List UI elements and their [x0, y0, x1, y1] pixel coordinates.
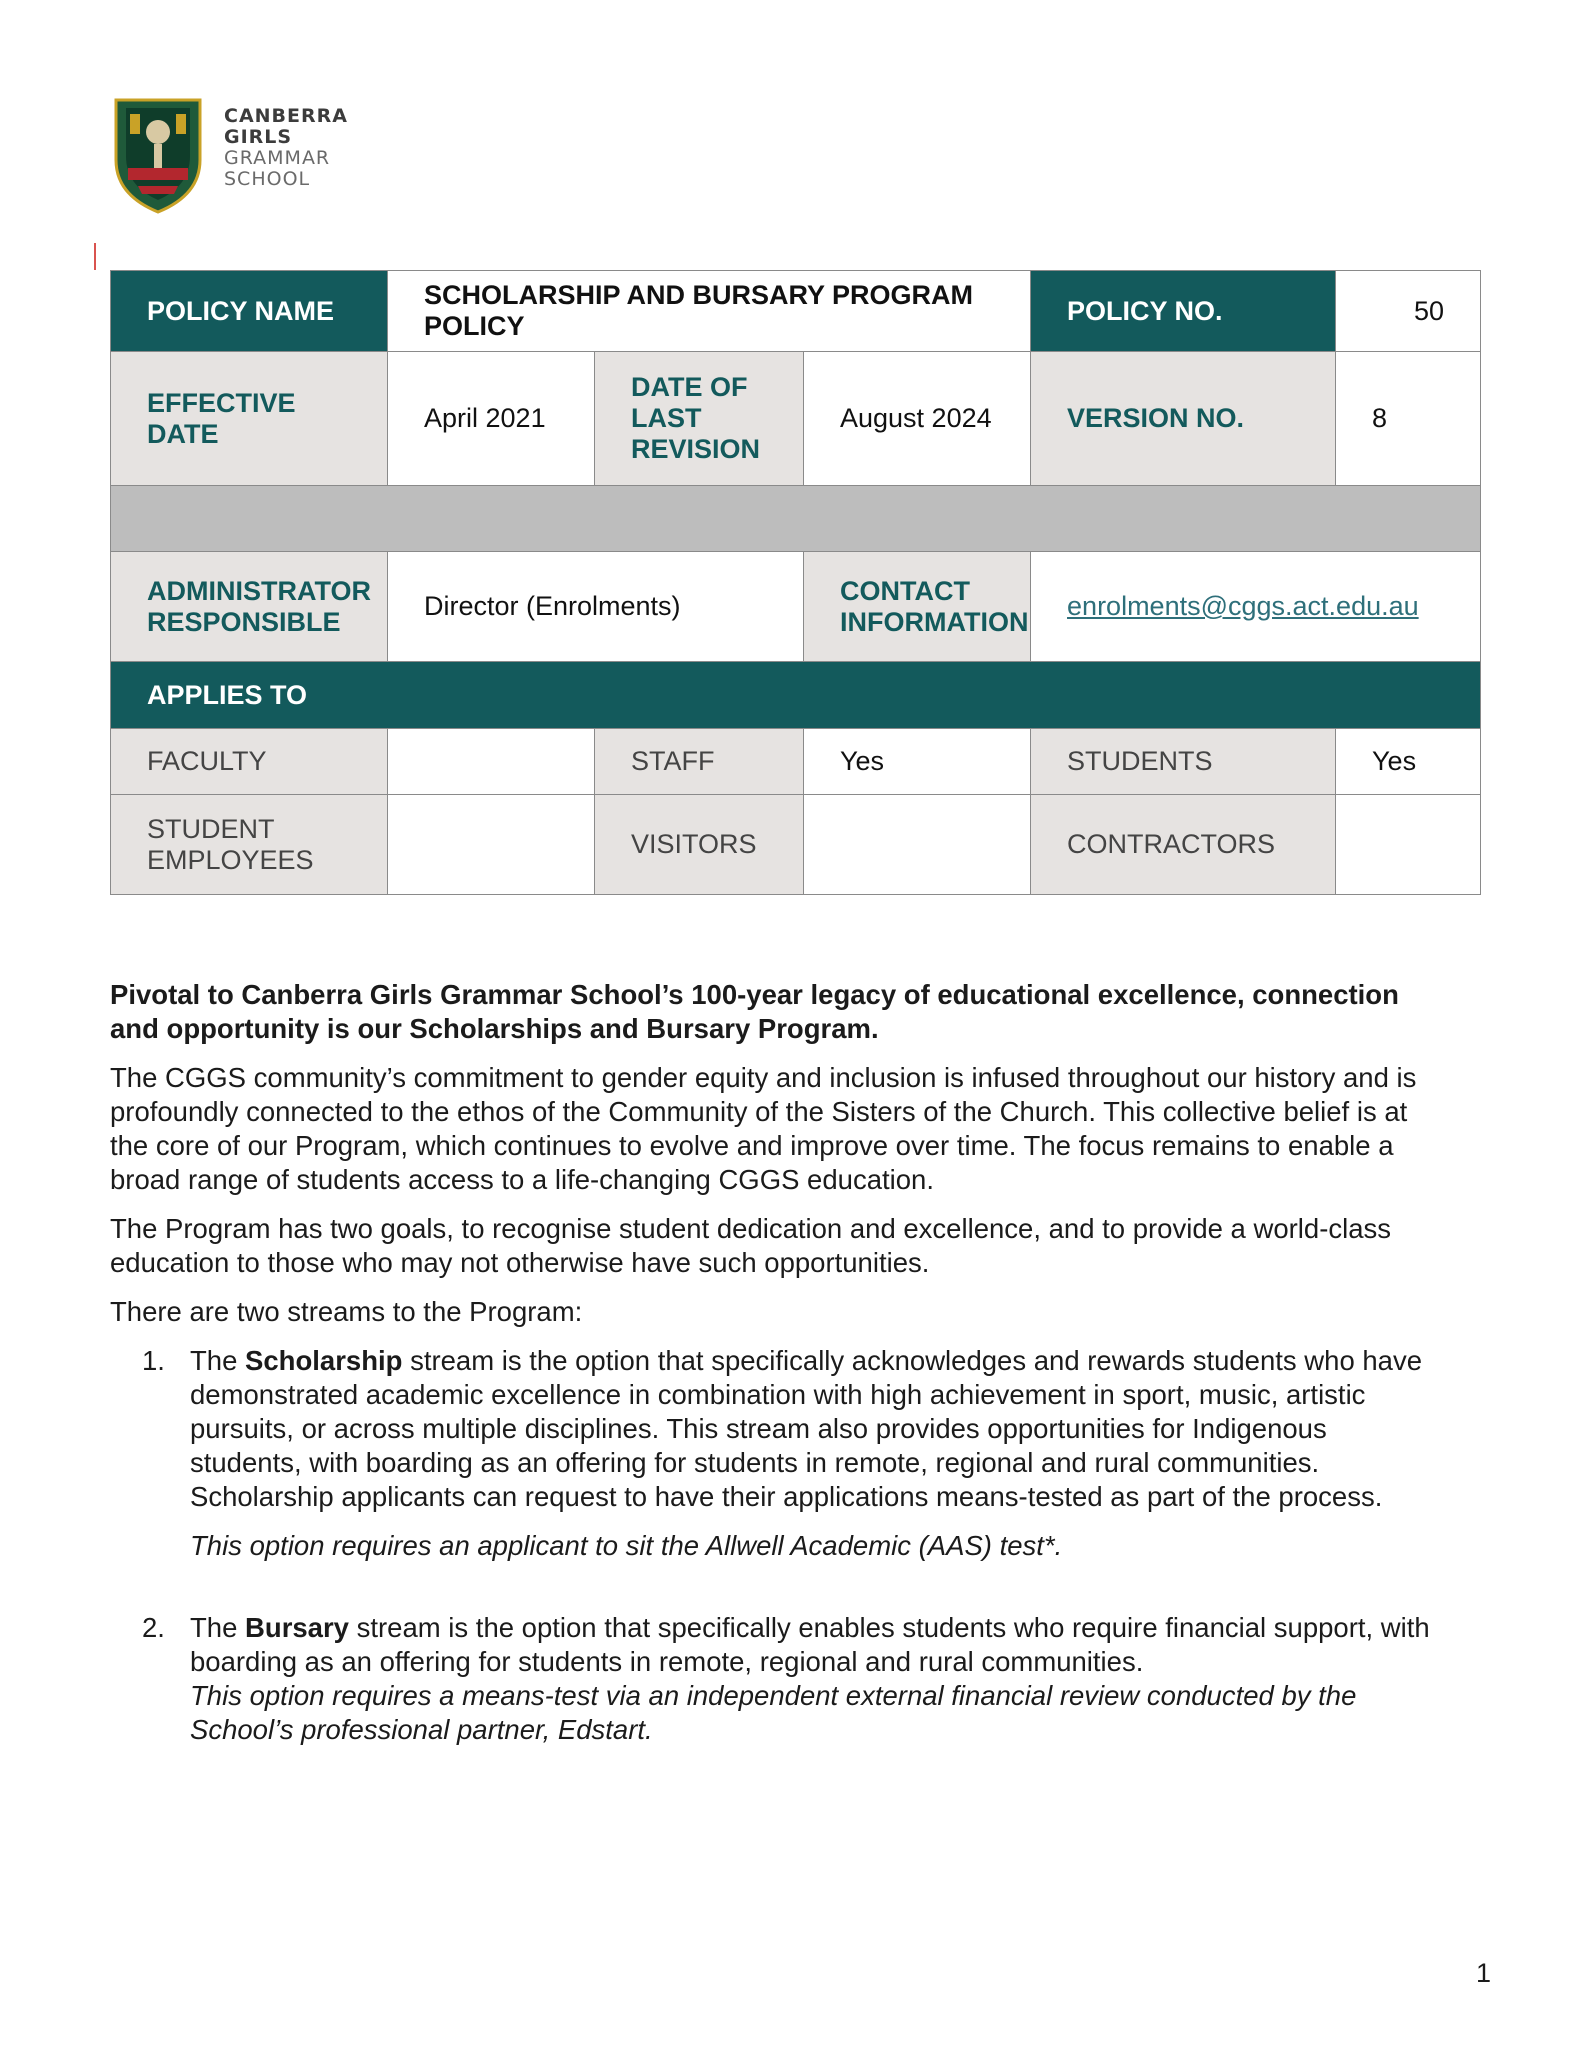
- visitors-value: [804, 795, 1031, 895]
- text-run: stream is the option that specifically enables students who require financial support, with boarding as an offering for students in remote, regional and rural communities.: [190, 1612, 1430, 1677]
- policy-name-label: POLICY NAME: [111, 271, 388, 352]
- policy-body: [110, 978, 1440, 1762]
- list-item-note: Scholarship applicants can request to have their applications means-tested as part of the process.: [190, 1481, 1383, 1512]
- administrator-label: [111, 552, 388, 662]
- students-value: Yes: [1336, 729, 1481, 795]
- staff-value: Yes: [804, 729, 1031, 795]
- school-logo: [108, 90, 348, 220]
- paragraph: The CGGS community’s commitment to gender equity and inclusion is infused throughout our history and is profoundly connected to the ethos of the Community of the Sisters of the Church. This collective belief is at the core of our Program, which continues to evolve and improve over time. The focus remains to enable a broad range of students access to a life-changing CGGS education.: [110, 1062, 1417, 1195]
- table-row: [111, 486, 1481, 552]
- text-cursor-mark: [94, 243, 96, 270]
- table-row: [111, 552, 1481, 662]
- student-employees-label-line: STUDENT: [147, 813, 275, 844]
- last-revision-label-line: REVISION: [631, 434, 761, 464]
- contact-label-line: CONTACT: [840, 575, 970, 606]
- stream-term: Scholarship: [245, 1345, 403, 1376]
- student-employees-label-line: EMPLOYEES: [147, 844, 314, 875]
- table-row: [111, 729, 1481, 795]
- administrator-label-line: RESPONSIBLE: [147, 606, 341, 637]
- effective-date-value: April 2021: [388, 352, 595, 486]
- contractors-label: CONTRACTORS: [1031, 795, 1336, 895]
- administrator-label-line: ADMINISTRATOR: [147, 575, 371, 606]
- visitors-label: VISITORS: [595, 795, 804, 895]
- table-row: [111, 352, 1481, 486]
- text-run: The: [190, 1612, 246, 1643]
- list-item: [110, 1344, 1440, 1563]
- effective-date-label: EFFECTIVE DATE: [111, 352, 388, 486]
- list-number: 2.: [142, 1612, 165, 1643]
- list-item-text: [190, 1611, 1440, 1679]
- table-row: [111, 271, 1481, 352]
- student-employees-value: [388, 795, 595, 895]
- list-item-requirement: This option requires a means-test via an independent external financial review conducted by the School’s professional partner, Edstart.: [190, 1680, 1357, 1745]
- last-revision-label-line: LAST: [631, 403, 702, 433]
- streams-list: [110, 1344, 1440, 1747]
- text-run: The: [190, 1345, 246, 1376]
- table-row: [111, 662, 1481, 729]
- last-revision-label-line: DATE OF: [631, 372, 748, 402]
- list-item-requirement: This option requires an applicant to sit the Allwell Academic (AAS) test*.: [190, 1530, 1063, 1561]
- school-crest-icon: [108, 90, 208, 214]
- policy-no-value: 50: [1336, 271, 1481, 352]
- faculty-label: FACULTY: [111, 729, 388, 795]
- spacer-row: [111, 486, 1481, 552]
- school-name: [224, 106, 348, 190]
- contact-label: [804, 552, 1031, 662]
- text-run: stream is the option that specifically acknowledges and rewards students who have demonstrated academic excellence in combination with high achievement in sport, music, artistic pursuits, or across multiple disciplines. This stream also provides opportunities for Indigenous students, with boarding as an offering for students in remote, regional and rural communities.: [190, 1345, 1423, 1478]
- paragraph: There are two streams to the Program:: [110, 1296, 583, 1327]
- table-row: [111, 795, 1481, 895]
- applies-to-heading: APPLIES TO: [111, 662, 1481, 729]
- last-revision-label: [595, 352, 804, 486]
- student-employees-label: [111, 795, 388, 895]
- policy-name-value: SCHOLARSHIP AND BURSARY PROGRAM POLICY: [388, 271, 1031, 352]
- stream-term: Bursary: [245, 1612, 349, 1643]
- policy-no-label: POLICY NO.: [1031, 271, 1336, 352]
- version-no-label: VERSION NO.: [1031, 352, 1336, 486]
- list-number: 1.: [142, 1345, 165, 1376]
- last-revision-value: August 2024: [804, 352, 1031, 486]
- administrator-value: Director (Enrolments): [388, 552, 804, 662]
- logo-line-3: GRAMMAR: [224, 147, 331, 169]
- logo-line-4: SCHOOL: [224, 168, 311, 190]
- logo-line-2: GIRLS: [224, 126, 293, 148]
- students-label: STUDENTS: [1031, 729, 1336, 795]
- page-number: 1: [1476, 1958, 1492, 1988]
- version-no-value: 8: [1336, 352, 1481, 486]
- contact-email-link[interactable]: enrolments@cggs.act.edu.au: [1067, 591, 1419, 621]
- lead-paragraph: Pivotal to Canberra Girls Grammar School’s 100-year legacy of educational excellence, connection and opportunity is our Scholarships and Bursary Program.: [110, 979, 1399, 1044]
- faculty-value: [388, 729, 595, 795]
- list-item-text: [190, 1344, 1440, 1480]
- staff-label: STAFF: [595, 729, 804, 795]
- policy-info-table: [110, 270, 1481, 895]
- contact-value: [1031, 552, 1481, 662]
- contractors-value: [1336, 795, 1481, 895]
- contact-label-line: INFORMATION: [840, 606, 1029, 637]
- list-item: [110, 1611, 1440, 1747]
- paragraph: The Program has two goals, to recognise student dedication and excellence, and to provide a world-class education to those who may not otherwise have such opportunities.: [110, 1213, 1392, 1278]
- logo-line-1: CANBERRA: [224, 105, 348, 127]
